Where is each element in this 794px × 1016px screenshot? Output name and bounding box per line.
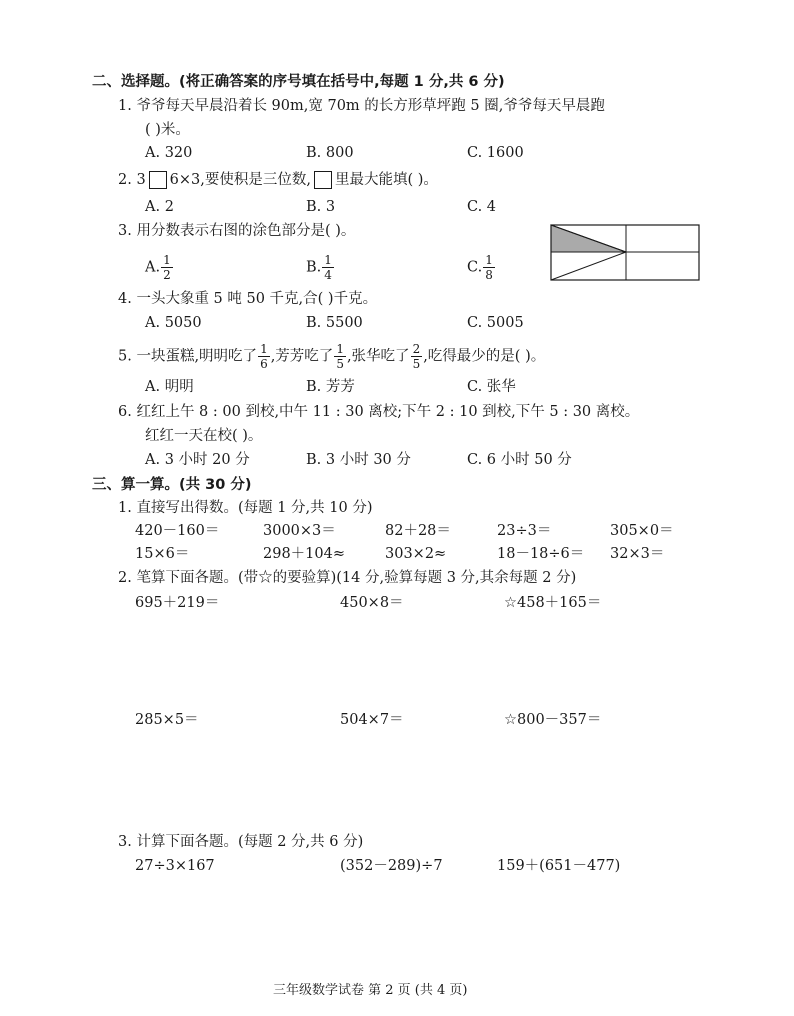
q1-option-b: B. 800 <box>306 145 354 161</box>
q6-line1: 6. 红红上午 8 : 00 到校,中午 11 : 30 离校;下午 2 : 10 到校,下午 5 : 30 离校。 <box>118 404 640 420</box>
mixed-calc-item: (352－289)÷7 <box>340 858 443 874</box>
q2-option-c: C. 4 <box>467 199 497 215</box>
q4-option-a: A. 5050 <box>145 315 202 331</box>
calc-item: 82＋28＝ <box>385 523 451 539</box>
q6-option-a: A. 3 小时 20 分 <box>145 452 250 468</box>
calc-item: 3000×3＝ <box>263 523 336 539</box>
q1-line1: 1. 爷爷每天早晨沿着长 90m,宽 70m 的长方形草坪跑 5 圈,爷爷每天早晨跑 <box>118 98 605 114</box>
q5-text: 5. 一块蛋糕,明明吃了 $\frac{1}{6}$ ,芳芳吃了 $\frac{1}{5}$ ,张华吃了 $\frac{2}{5}$ ,吃得最少的是( )。 <box>118 342 546 371</box>
p1-title: 1. 直接写出得数。(每题 1 分,共 10 分) <box>118 500 373 516</box>
fraction-figure <box>549 223 701 283</box>
blank-box <box>149 171 167 189</box>
mixed-calc-item: 159＋(651－477) <box>497 858 621 874</box>
q3-option-b: B. $\frac{1}{4}$ <box>306 253 332 282</box>
q2-prefix: 2. 3 <box>118 172 146 188</box>
written-calc-item: ☆458＋165＝ <box>504 595 602 611</box>
q6-line2: 红红一天在校( )。 <box>145 428 263 444</box>
calc-item: 23÷3＝ <box>497 523 552 539</box>
q4-option-b: B. 5500 <box>306 315 363 331</box>
q2-mid: 6×3,要使积是三位数, <box>169 172 311 188</box>
calc-item: 303×2≈ <box>385 546 447 562</box>
q4-text: 4. 一头大象重 5 吨 50 千克,合( )千克。 <box>118 291 378 307</box>
p3-title: 3. 计算下面各题。(每题 2 分,共 6 分) <box>118 834 364 850</box>
q4-option-c: C. 5005 <box>467 315 524 331</box>
q5-option-c: C. 张华 <box>467 379 516 395</box>
q1-option-c: C. 1600 <box>467 145 524 161</box>
q6-option-c: C. 6 小时 50 分 <box>467 452 572 468</box>
page-footer: 三年级数学试卷 第 2 页 (共 4 页) <box>273 983 468 998</box>
q5-option-b: B. 芳芳 <box>306 379 355 395</box>
q3-text: 3. 用分数表示右图的涂色部分是( )。 <box>118 223 356 239</box>
written-calc-item: 285×5＝ <box>135 712 199 728</box>
q1-line2: ( )米。 <box>145 122 190 138</box>
calc-item: 305×0＝ <box>610 523 674 539</box>
written-calc-item: 504×7＝ <box>340 712 404 728</box>
q2-suffix: 里最大能填( )。 <box>335 172 438 188</box>
calc-item: 15×6＝ <box>135 546 190 562</box>
written-calc-item: ☆800－357＝ <box>504 712 602 728</box>
written-calc-item: 450×8＝ <box>340 595 404 611</box>
p2-title: 2. 笔算下面各题。(带☆的要验算)(14 分,验算每题 3 分,其余每题 2 分) <box>118 570 577 586</box>
q2-option-b: B. 3 <box>306 199 336 215</box>
q3-option-a: A. $\frac{1}{2}$ <box>145 253 171 282</box>
mixed-calc-item: 27÷3×167 <box>135 858 215 874</box>
section3-title: 三、算一算。(共 30 分) <box>92 477 252 493</box>
q5-option-a: A. 明明 <box>145 379 194 395</box>
q2-option-a: A. 2 <box>145 199 174 215</box>
q6-option-b: B. 3 小时 30 分 <box>306 452 411 468</box>
q2-text <box>118 170 438 190</box>
calc-item: 32×3＝ <box>610 546 665 562</box>
calc-item: 420－160＝ <box>135 523 220 539</box>
blank-box <box>314 171 332 189</box>
q3-option-c: C. $\frac{1}{8}$ <box>467 253 493 282</box>
section2-title: 二、选择题。(将正确答案的序号填在括号中,每题 1 分,共 6 分) <box>92 74 505 90</box>
calc-item: 18－18÷6＝ <box>497 546 585 562</box>
q1-option-a: A. 320 <box>145 145 193 161</box>
calc-item: 298＋104≈ <box>263 546 346 562</box>
written-calc-item: 695＋219＝ <box>135 595 220 611</box>
